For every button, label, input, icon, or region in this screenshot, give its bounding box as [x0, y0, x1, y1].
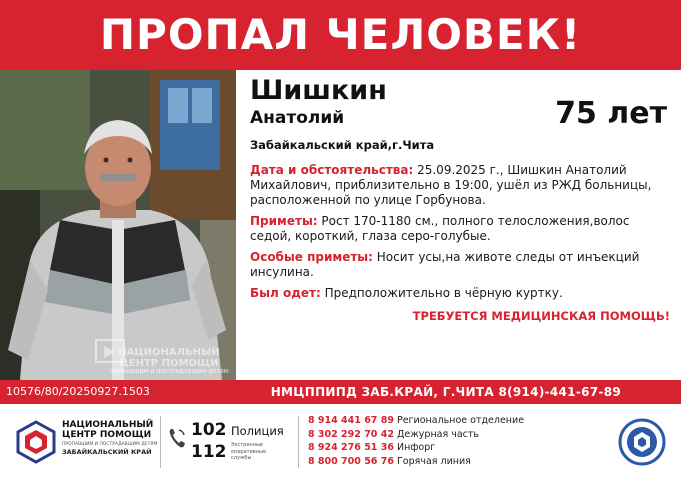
footer-divider: [298, 416, 299, 468]
info-bar: [0, 380, 681, 404]
org-name-block: [62, 420, 162, 457]
org-region: ЗАБАЙКАЛЬСКИЙ КРАЙ: [62, 448, 152, 456]
person-first-name: Анатолий: [250, 108, 345, 128]
name-block: [250, 76, 550, 154]
special-signs-label: Особые приметы:: [250, 250, 373, 264]
watermark-line3: ПРОПАВШИМ И ПОСТРАДАВШИМ ДЕТЯМ: [109, 369, 229, 375]
hotline-number: 8 914 441 67 89: [308, 415, 394, 426]
hotline-number: 8 924 276 51 36: [308, 442, 394, 453]
footer: [0, 404, 681, 480]
contact-line: НМЦППИПД ЗАБ.КРАЙ, Г.ЧИТА 8(914)-441-67-89: [270, 385, 621, 399]
national-center-logo-icon: [16, 420, 56, 464]
signs-label: Приметы:: [250, 214, 318, 228]
signs-paragraph: [250, 214, 670, 244]
org-subtitle: ПРОПАВШИМ И ПОСТРАДАВШИМ ДЕТЯМ: [62, 442, 158, 447]
circumstances-text: 25.09.2025 г., Шишкин Анатолий Михайлович, приблизительно в 19:00, ушёл из РЖД больницы, расположенной по улице Горбунова.: [250, 163, 652, 207]
hotline-row: [308, 455, 608, 469]
hotline-row: [308, 414, 608, 428]
person-photo-drawing: [0, 70, 236, 380]
watermark-line1: НАЦИОНАЛЬНЫЙ: [118, 347, 220, 358]
hotline-desc: Региональное отделение: [396, 415, 525, 426]
footer-divider: [160, 416, 161, 468]
person-age: 75 лет: [555, 96, 667, 131]
missing-person-photo: [0, 70, 236, 380]
clothes-text: Предположительно в чёрную куртку.: [320, 286, 563, 300]
details-section: [250, 163, 670, 324]
org-name-line1: НАЦИОНАЛЬНЫЙ: [62, 420, 154, 430]
emergency-label: Экстренные оперативные службы: [231, 442, 267, 461]
emergency-number: 112: [191, 442, 227, 462]
medical-help-note: ТРЕБУЕТСЯ МЕДИЦИНСКАЯ ПОМОЩЬ!: [412, 309, 670, 323]
special-signs-text: Носит усы,на животе следы от инъекций инсулина.: [250, 250, 640, 279]
hotline-row: [308, 428, 608, 442]
special-signs-paragraph: [250, 250, 670, 280]
org-name-line2: ЦЕНТР ПОМОЩИ: [62, 430, 152, 440]
police-label: Полиция: [231, 424, 284, 438]
hotline-row: [308, 441, 608, 455]
page-title: ПРОПАЛ ЧЕЛОВЕК!: [0, 0, 681, 70]
hotline-desc: Дежурная часть: [396, 428, 480, 440]
watermark-line2: ЦЕНТР ПОМОЩИ: [119, 358, 219, 369]
clothes-paragraph: [250, 286, 670, 301]
case-id: 10576/80/20250927.1503: [6, 385, 150, 398]
clothes-label: Был одет:: [250, 286, 321, 300]
hotlines-list: [308, 414, 608, 468]
hotline-desc: Инфорг: [396, 442, 436, 453]
circumstances-paragraph: [250, 163, 670, 208]
signs-text: Рост 170-1180 см., полного телосложения,волос седой, короткий, глаза серо-голубые.: [250, 214, 630, 243]
photo-watermark: [106, 347, 232, 376]
person-surname: Шишкин: [250, 75, 387, 106]
organization-badge-icon: [618, 418, 666, 466]
police-number: 102: [191, 420, 227, 440]
person-region: Забайкальский край,г.Чита: [250, 138, 435, 152]
hotline-number: 8 800 700 56 76: [308, 455, 394, 467]
circumstances-label: Дата и обстоятельства:: [250, 163, 414, 177]
hotline-desc: Горячая линия: [396, 455, 471, 467]
phone-icon: [167, 426, 187, 450]
hotline-number: 8 302 292 70 42: [308, 428, 394, 440]
